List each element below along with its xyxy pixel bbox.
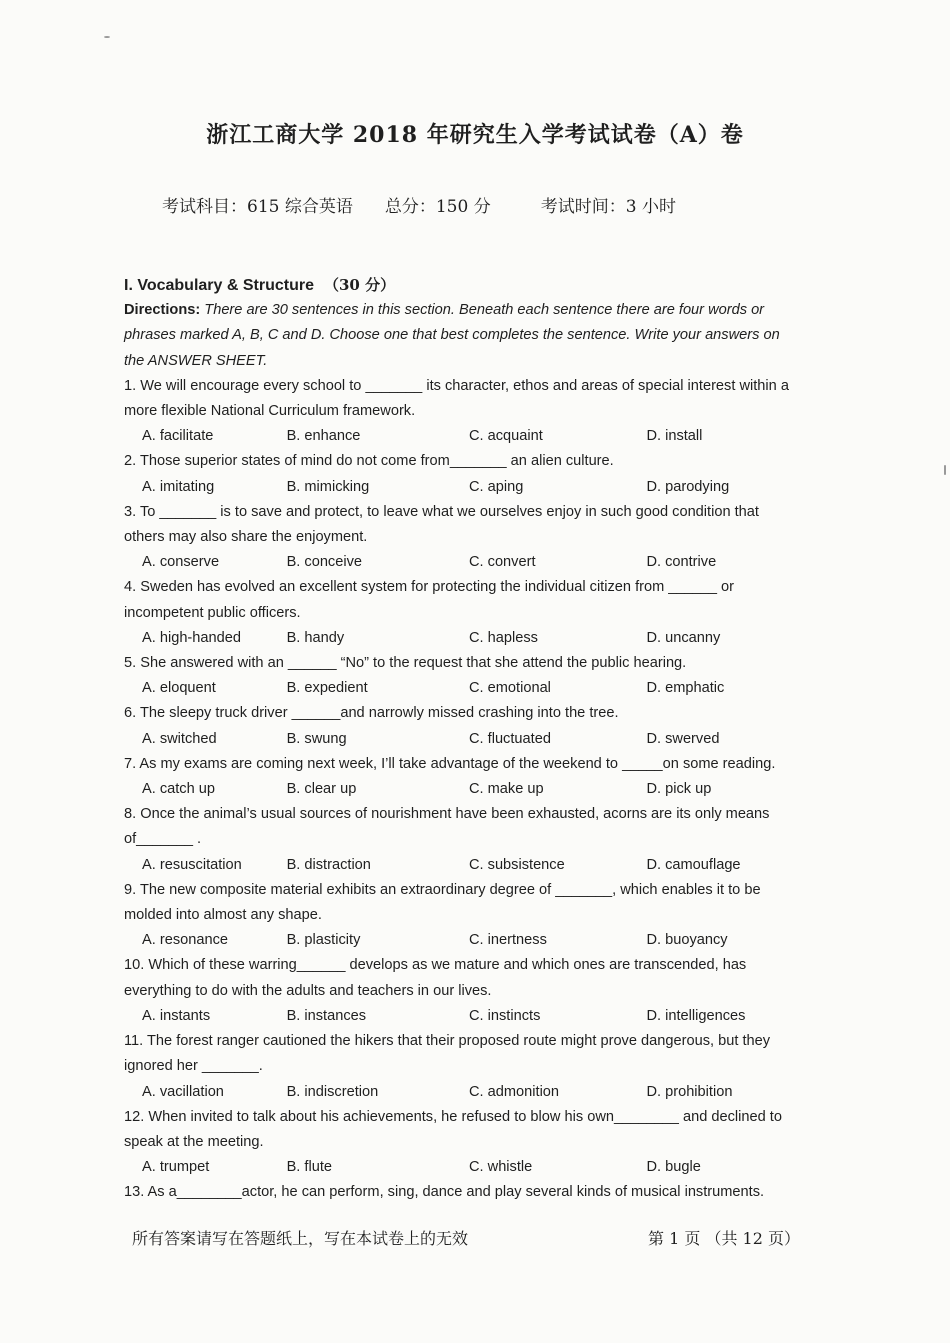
option-b: B. distraction xyxy=(286,856,371,873)
page-number: 第 1 页 （共 12 页） xyxy=(648,1229,800,1248)
question-3-options xyxy=(124,550,796,575)
option-c: C. admonition xyxy=(469,1083,560,1100)
option-d: D. camouflage xyxy=(646,856,741,873)
question-10-options xyxy=(124,1004,796,1029)
section-points: （30 分） xyxy=(323,276,396,294)
option-d: D. parodying xyxy=(646,478,730,495)
option-c: C. convert xyxy=(469,554,536,571)
option-b: B. plasticity xyxy=(286,932,361,949)
option-a: A. trumpet xyxy=(142,1159,210,1176)
question-4-options xyxy=(124,626,796,651)
option-a: A. eloquent xyxy=(142,680,216,697)
option-d: D. buoyancy xyxy=(646,932,728,949)
question-5-options xyxy=(124,676,796,701)
question-6-options xyxy=(124,727,796,752)
option-c: C. make up xyxy=(469,781,544,798)
footer-note: 所有答案请写在答题纸上，写在本试卷上的无效 xyxy=(132,1229,469,1248)
option-a: A. catch up xyxy=(142,781,216,798)
question-3: 3. To _______ is to save and protect, to leave what we ourselves enjoy in such good condition that others may also share the enjoyment. xyxy=(124,503,759,546)
option-d: D. intelligences xyxy=(646,1007,746,1024)
exam-meta xyxy=(162,192,676,217)
question-5: 5. She answered with an ______ “No” to the request that she attend the public hearing. xyxy=(124,655,687,672)
option-a: A. facilitate xyxy=(142,428,214,445)
option-d: D. emphatic xyxy=(646,680,725,697)
question-8: 8. Once the animal’s usual sources of nourishment have been exhausted, acorns are its only means of_______ . xyxy=(124,806,770,848)
question-10: 10. Which of these warring______ develops as we mature and which ones are transcended, has everything to do with the adults and teachers in our lives. xyxy=(124,957,747,999)
directions-label: Directions: xyxy=(124,302,201,319)
question-12: 12. When invited to talk about his achievements, he refused to blow his own________ and declined to speak at the meeting. xyxy=(124,1108,782,1150)
option-a: A. high-handed xyxy=(142,629,241,646)
question-4: 4. Sweden has evolved an excellent system for protecting the individual citizen from ______ or incompetent public officers. xyxy=(124,579,735,621)
option-a: A. switched xyxy=(142,730,217,747)
option-d: D. bugle xyxy=(646,1159,701,1176)
option-c: C. subsistence xyxy=(469,856,565,873)
question-7: 7. As my exams are coming next week, I’ll take advantage of the weekend to _____on some reading. xyxy=(124,755,776,772)
option-a: A. conserve xyxy=(142,554,220,571)
exam-content xyxy=(124,273,796,1206)
option-c: C. whistle xyxy=(469,1159,533,1176)
question-11-options xyxy=(124,1080,796,1105)
option-c: C. fluctuated xyxy=(469,730,551,747)
option-b: B. indiscretion xyxy=(286,1083,379,1100)
option-d: D. install xyxy=(646,428,703,445)
option-c: C. hapless xyxy=(469,629,538,646)
scan-speck xyxy=(944,465,946,475)
option-b: B. flute xyxy=(286,1159,332,1176)
question-list xyxy=(124,374,796,1206)
option-a: A. imitating xyxy=(142,478,215,495)
question-11: 11. The forest ranger cautioned the hikers that their proposed route might prove dangerous, but they ignored her _______. xyxy=(124,1033,771,1075)
section-title: I. Vocabulary & Structure xyxy=(124,277,314,294)
option-a: A. vacillation xyxy=(142,1083,224,1100)
option-c: C. inertness xyxy=(469,932,547,949)
section-heading xyxy=(124,273,796,298)
option-a: A. instants xyxy=(142,1007,211,1024)
question-8-options xyxy=(124,853,796,878)
option-b: B. expedient xyxy=(286,680,368,697)
directions-text: There are 30 sentences in this section. Beneath each sentence there are four words or phrases marked A, B, C and D. Choose one that best completes the sentence. Write your answers on the ANSWER SHEET. xyxy=(124,302,780,369)
option-a: A. resuscitation xyxy=(142,856,242,873)
question-7-options xyxy=(124,777,796,802)
option-c: C. emotional xyxy=(469,680,551,697)
exam-title: 浙江工商大学 2018 年研究生入学考试试卷（A）卷 xyxy=(206,122,744,148)
question-12-options xyxy=(124,1155,796,1180)
question-1: 1. We will encourage every school to _______ its character, ethos and areas of special interest within a more flexible National Curriculum framework. xyxy=(124,377,789,420)
question-9-options xyxy=(124,928,796,953)
option-b: B. instances xyxy=(286,1007,367,1024)
option-b: B. clear up xyxy=(286,781,357,798)
page-footer xyxy=(132,1226,800,1249)
option-b: B. handy xyxy=(286,629,345,646)
option-b: B. conceive xyxy=(286,554,363,571)
exam-time: 考试时间：3 小时 xyxy=(540,197,676,217)
question-13: 13. As a________actor, he can perform, sing, dance and play several kinds of musical instruments. xyxy=(124,1184,765,1201)
question-2: 2. Those superior states of mind do not come from_______ an alien culture. xyxy=(124,453,614,470)
option-c: C. acquaint xyxy=(469,428,543,445)
exam-total-score: 总分：150 分 xyxy=(384,197,491,217)
option-a: A. resonance xyxy=(142,932,228,949)
option-d: D. swerved xyxy=(646,730,720,747)
option-c: C. instincts xyxy=(469,1007,541,1024)
section-directions xyxy=(124,298,796,374)
question-9: 9. The new composite material exhibits an extraordinary degree of _______, which enables it to be molded into almost any shape. xyxy=(124,881,761,924)
scan-speck xyxy=(104,36,110,38)
option-c: C. aping xyxy=(469,478,524,495)
option-b: B. swung xyxy=(286,730,347,747)
option-d: D. contrive xyxy=(646,554,717,571)
exam-subject: 考试科目：615 综合英语 xyxy=(162,197,353,217)
option-d: D. pick up xyxy=(646,781,712,798)
question-2-options xyxy=(124,475,796,500)
option-d: D. uncanny xyxy=(646,629,721,646)
option-b: B. mimicking xyxy=(286,478,370,495)
option-d: D. prohibition xyxy=(646,1083,733,1100)
option-b: B. enhance xyxy=(286,428,361,445)
question-1-options xyxy=(124,424,796,449)
question-6: 6. The sleepy truck driver ______and narrowly missed crashing into the tree. xyxy=(124,705,619,722)
